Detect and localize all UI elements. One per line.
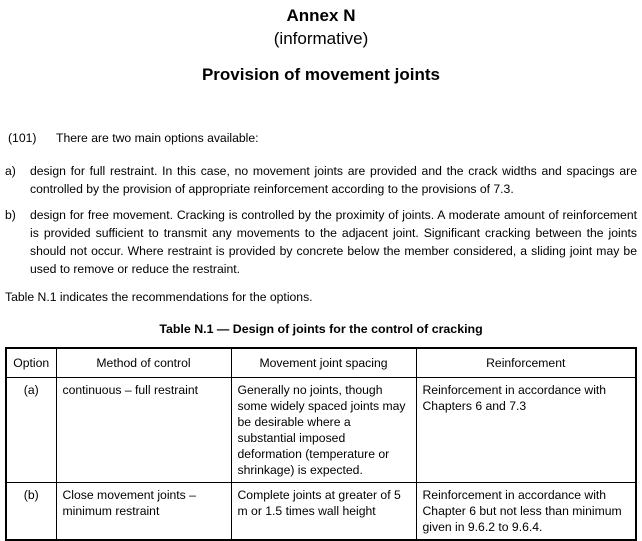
table-title: Table N.1 — Design of joints for the control of cracking [159, 322, 483, 336]
annex-title: Provision of movement joints [201, 65, 441, 84]
column-header: Option [6, 348, 56, 378]
column-header: Reinforcement [416, 348, 636, 378]
joints-table [5, 347, 637, 541]
table-cell: Complete joints at greater of 5 m or 1.5 times wall height [231, 483, 416, 541]
item-text: design for free movement. Cracking is controlled by the proximity of joints. A moderate amount of reinforcement is provided sufficient to transmit any movements to the adjacent joint. Significant cracking between the joints should not occur. Where restraint is provided by concrete below the member considered, a sliding joint may be used to remove or reduce the restraint. [30, 208, 637, 276]
table-header-row [6, 348, 636, 378]
table-row [6, 378, 636, 483]
column-header: Method of control [56, 348, 231, 378]
table-cell: Reinforcement in accordance with Chapters 6 and 7.3 [416, 378, 636, 483]
table-reference-note: Table N.1 indicates the recommendations for the options. [5, 290, 313, 304]
annex-type: (informative) [273, 29, 369, 48]
column-header: Movement joint spacing [231, 348, 416, 378]
table-cell: Reinforcement in accordance with Chapter 6 but not less than minimum given in 9.6.2 to 9.6.4. [416, 483, 636, 541]
item-text: design for full restraint. In this case, no movement joints are provided and the crack widths and spacings are controlled by the provision of appropriate reinforcement according to the provisions of 7.3. [30, 164, 637, 196]
clause-text: There are two main options available: [56, 131, 259, 145]
table-cell: Generally no joints, though some widely spaced joints may be desirable where a substantial imposed deformation (temperature or shrinkage) is expected. [231, 378, 416, 483]
table-row [6, 483, 636, 541]
table-cell: (b) [6, 483, 56, 541]
annex-heading: Annex N [286, 6, 356, 25]
table-cell: continuous – full restraint [56, 378, 231, 483]
table-cell: Close movement joints – minimum restraint [56, 483, 231, 541]
clause-number: (101) [8, 131, 37, 145]
table-cell: (a) [6, 378, 56, 483]
item-marker: b) [5, 208, 16, 222]
item-marker: a) [5, 164, 16, 178]
